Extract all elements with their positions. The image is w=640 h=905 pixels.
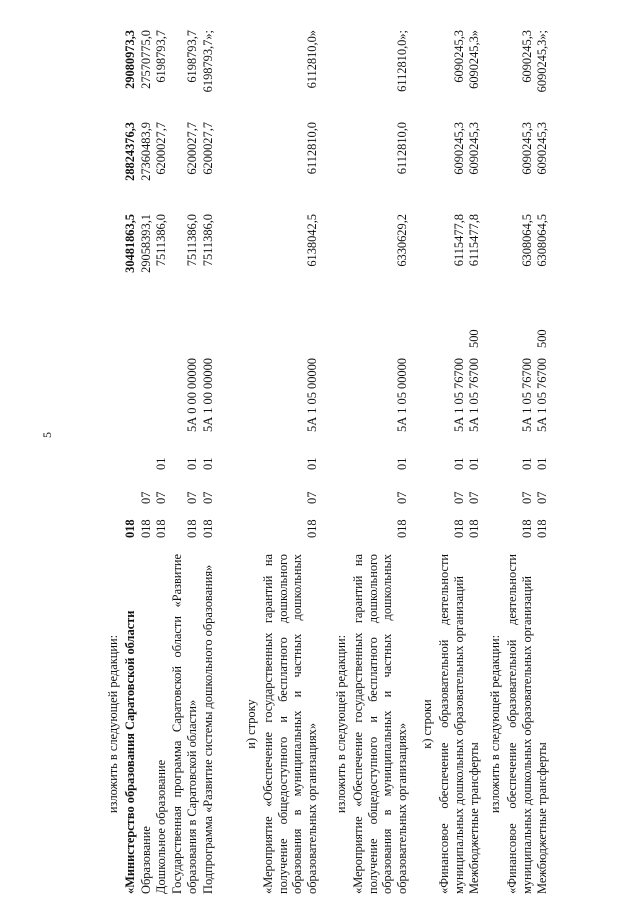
amount-year-3: 27570775,0 bbox=[138, 30, 153, 89]
row-description: Дошкольное образование bbox=[154, 759, 169, 894]
section-code: 07 bbox=[184, 491, 199, 504]
section-code: 07 bbox=[395, 491, 410, 504]
amount-year-2: 6200027,7 bbox=[154, 122, 169, 175]
amount-year-2: 6112810,0 bbox=[305, 122, 320, 175]
ved-code: 018 bbox=[451, 519, 466, 538]
amount-year-1: 7511386,0 bbox=[200, 214, 215, 267]
amount-year-2: 6200027,7 bbox=[184, 122, 199, 175]
subsection-code: 01 bbox=[467, 457, 482, 470]
row-description: Образование bbox=[138, 826, 153, 894]
target-article-code: 5А 1 05 76700 bbox=[451, 358, 466, 432]
amount-year-2: 6090245,3 bbox=[467, 122, 482, 175]
ved-code: 018 bbox=[154, 519, 169, 538]
rotated-content bbox=[98, 14, 568, 894]
amount-year-2: 6090245,3 bbox=[519, 122, 534, 175]
amount-year-1: 7511386,0 bbox=[154, 214, 169, 267]
ved-code: 018 bbox=[395, 519, 410, 538]
subsection-code: 01 bbox=[305, 457, 320, 470]
ved-code: 018 bbox=[305, 519, 320, 538]
target-article-code: 5А 1 05 76700 bbox=[519, 358, 534, 432]
amount-year-1: 6115477,8 bbox=[467, 214, 482, 267]
page-number: 5 bbox=[40, 432, 54, 438]
subsection-code: 01 bbox=[395, 457, 410, 470]
amount-year-2: 27360483,9 bbox=[138, 122, 153, 181]
amount-year-3: 29080973,3 bbox=[122, 30, 137, 89]
ved-code: 018 bbox=[122, 519, 137, 538]
section-code: 07 bbox=[535, 491, 550, 504]
section-code: 07 bbox=[154, 491, 169, 504]
subsection-code: 01 bbox=[154, 457, 169, 470]
amount-year-1: 7511386,0 bbox=[184, 214, 199, 267]
subsection-code: 01 bbox=[451, 457, 466, 470]
row-description: «Финансовое обеспечение образовательной деятельности муниципальных дошкольных образовательных организаций bbox=[504, 554, 534, 894]
ved-code: 018 bbox=[535, 519, 550, 538]
target-article-code: 5А 1 05 00000 bbox=[305, 358, 320, 432]
amount-year-3: 6090245,3»; bbox=[535, 30, 550, 93]
section-heading-text: изложить в следующей редакции: bbox=[106, 634, 120, 814]
amount-year-3: 6112810,0»; bbox=[395, 30, 410, 92]
section-code: 07 bbox=[305, 491, 320, 504]
row-description: «Финансовое обеспечение образовательной деятельности муниципальных дошкольных образовательных организаций bbox=[436, 554, 466, 894]
amount-year-3: 6112810,0» bbox=[305, 30, 320, 89]
row-description: Подпрограмма «Развитие системы дошкольного образования» bbox=[200, 564, 215, 894]
amount-year-1: 29058393,1 bbox=[138, 214, 153, 273]
amount-year-3: 6090245,3 bbox=[519, 30, 534, 83]
section-code: 07 bbox=[467, 491, 482, 504]
amount-year-2: 6090245,3 bbox=[451, 122, 466, 175]
subsection-code: 01 bbox=[184, 457, 199, 470]
section-heading-text: изложить в следующей редакции: bbox=[488, 634, 502, 814]
row-description: Межбюджетные трансферты bbox=[467, 742, 482, 894]
amount-year-2: 6200027,7 bbox=[200, 122, 215, 175]
amount-year-1: 6308064,5 bbox=[535, 214, 550, 267]
amount-year-1: 6138042,5 bbox=[305, 214, 320, 267]
target-article-code: 5А 1 00 00000 bbox=[200, 358, 215, 432]
target-article-code: 5А 1 05 76700 bbox=[535, 358, 550, 432]
ved-code: 018 bbox=[467, 519, 482, 538]
amount-year-1: 6330629,2 bbox=[395, 214, 410, 267]
section-heading-text: изложить в следующей редакции: bbox=[334, 634, 348, 814]
row-description: Государственная программа Саратовской области «Развитие образования в Саратовской области» bbox=[170, 554, 199, 894]
subsection-code: 01 bbox=[200, 457, 215, 470]
section-code: 07 bbox=[138, 491, 153, 504]
expense-type-code: 500 bbox=[535, 329, 550, 348]
subsection-code: 01 bbox=[535, 457, 550, 470]
ved-code: 018 bbox=[184, 519, 199, 538]
amount-year-3: 6198793,7 bbox=[184, 30, 199, 83]
section-code: 07 bbox=[451, 491, 466, 504]
amount-year-3: 6090245,3» bbox=[467, 30, 482, 89]
ved-code: 018 bbox=[138, 519, 153, 538]
amount-year-1: 6308064,5 bbox=[519, 214, 534, 267]
amount-year-3: 6198793,7 bbox=[154, 30, 169, 83]
subsection-code: 01 bbox=[519, 457, 534, 470]
amount-year-3: 6198793,7»; bbox=[200, 30, 215, 93]
expense-type-code: 500 bbox=[467, 329, 482, 348]
amount-year-2: 28824376,3 bbox=[122, 122, 137, 181]
target-article-code: 5А 0 00 00000 bbox=[184, 358, 199, 432]
row-description: «Мероприятие «Обеспечение государственных гарантий на получение общедоступного и бесплатного дошкольного образования в муниципальных и частных дошкольных образовательных организациях» bbox=[260, 554, 320, 894]
amount-year-1: 30481863,5 bbox=[122, 214, 137, 273]
amount-year-2: 6090245,3 bbox=[535, 122, 550, 175]
row-description: «Министерство образования Саратовской области bbox=[122, 610, 137, 894]
ved-code: 018 bbox=[519, 519, 534, 538]
row-description: «Мероприятие «Обеспечение государственных гарантий на получение общедоступного и бесплатного дошкольного образования в муниципальных и частных дошкольных образовательных организациях» bbox=[350, 554, 410, 894]
section-code: 07 bbox=[519, 491, 534, 504]
section-code: 07 bbox=[200, 491, 215, 504]
amount-year-3: 6090245,3 bbox=[451, 30, 466, 83]
section-heading-text: к) строки bbox=[420, 699, 434, 749]
ved-code: 018 bbox=[200, 519, 215, 538]
amount-year-2: 6112810,0 bbox=[395, 122, 410, 175]
amount-year-1: 6115477,8 bbox=[451, 214, 466, 267]
target-article-code: 5А 1 05 00000 bbox=[395, 358, 410, 432]
row-description: Межбюджетные трансферты bbox=[535, 742, 550, 894]
section-heading-text: и) строку bbox=[244, 699, 258, 749]
target-article-code: 5А 1 05 76700 bbox=[467, 358, 482, 432]
